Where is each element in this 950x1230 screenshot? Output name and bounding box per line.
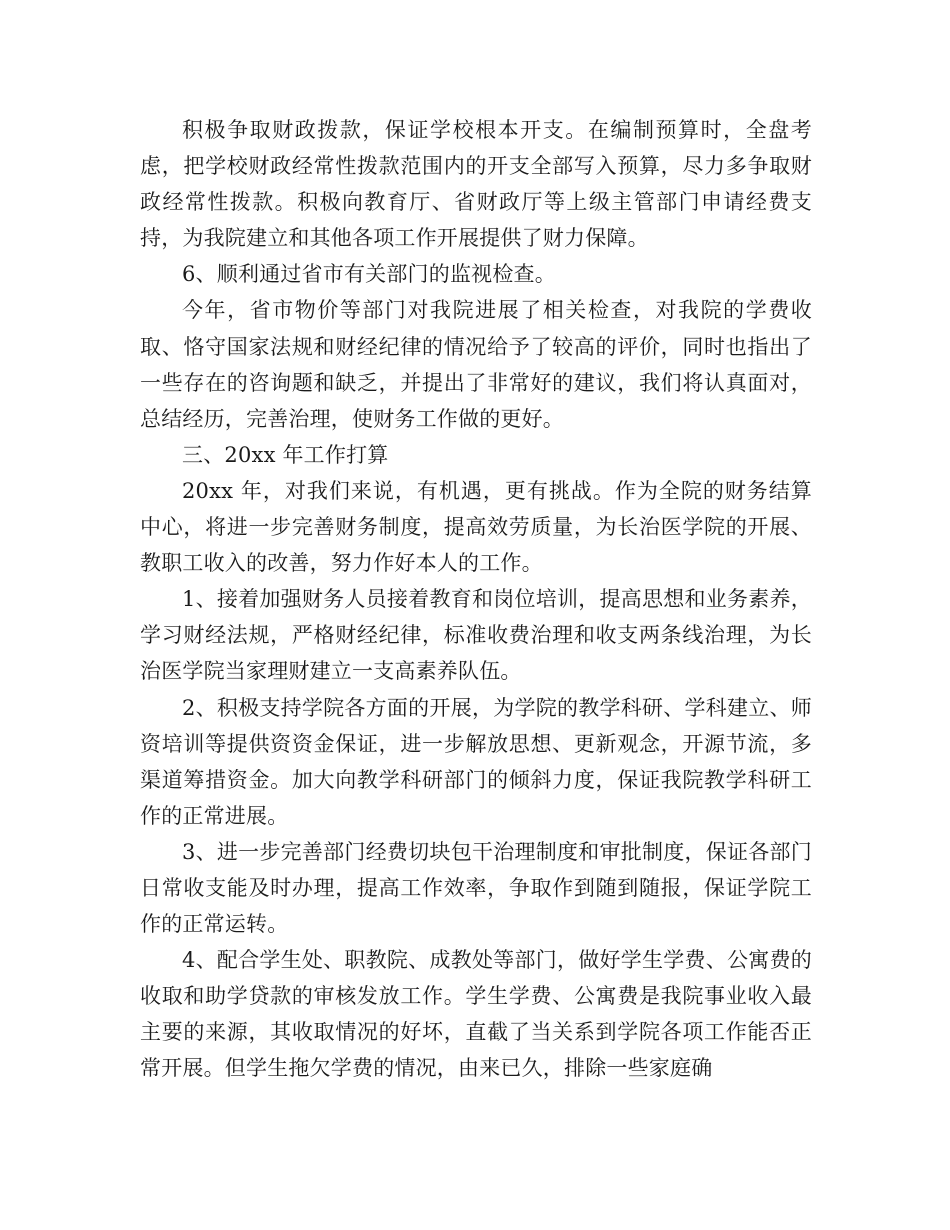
paragraph-plan-item-4: 4、配合学生处、职教院、成教处等部门，做好学生学费、公寓费的收取和助学贷款的审核发放工作。学生学费、公寓费是我院事业收入最主要的来源，其收取情况的好坏，直截了当关系到学院各项工作能否正常开展。但学生拖欠学费的情况，由来已久，排除一些家庭确 bbox=[140, 948, 812, 1081]
paragraph-plan-item-1: 1、接着加强财务人员接着教育和岗位培训，提高思想和业务素养，学习财经法规，严格财经纪律，标准收费治理和收支两条线治理，为长治医学院当家理财建立一支高素养队伍。 bbox=[140, 587, 812, 684]
document-body bbox=[140, 112, 812, 1087]
paragraph-budget-funding: 积极争取财政拨款，保证学校根本开支。在编制预算时，全盘考虑，把学校财政经常性拨款范围内的开支全部写入预算，尽力多争取财政经常性拨款。积极向教育厅、省财政厅等上级主管部门申请经费支持，为我院建立和其他各项工作开展提供了财力保障。 bbox=[140, 118, 812, 251]
paragraph-plan-item-3: 3、进一步完善部门经费切块包干治理制度和审批制度，保证各部门日常收支能及时办理，提高工作效率，争取作到随到随报，保证学院工作的正常运转。 bbox=[140, 839, 812, 937]
paragraph-inspection-results: 今年，省市物价等部门对我院进展了相关检查，对我院的学费收取、恪守国家法规和财经纪律的情况给予了较高的评价，同时也指出了一些存在的咨询题和缺乏，并提出了非常好的建议，我们将认真面对，总结经历，完善治理，使财务工作做的更好。 bbox=[140, 298, 812, 431]
paragraph-plan-intro: 20xx 年，对我们来说，有机遇，更有挑战。作为全院的财务结算中心，将进一步完善财务制度，提高效劳质量，为长治医学院的开展、教职工收入的改善，努力作好本人的工作。 bbox=[140, 478, 812, 576]
paragraph-item-6-heading: 6、顺利通过省市有关部门的监视检查。 bbox=[182, 262, 556, 287]
paragraph-plan-item-2: 2、积极支持学院各方面的开展，为学院的教学科研、学科建立、师资培训等提供资资金保证，进一步解放思想、更新观念，开源节流，多渠道筹措资金。加大向教学科研部门的倾斜力度，保证我院教学科研工作的正常进展。 bbox=[140, 695, 812, 828]
section-heading-work-plan: 三、20xx 年工作打算 bbox=[182, 442, 389, 467]
